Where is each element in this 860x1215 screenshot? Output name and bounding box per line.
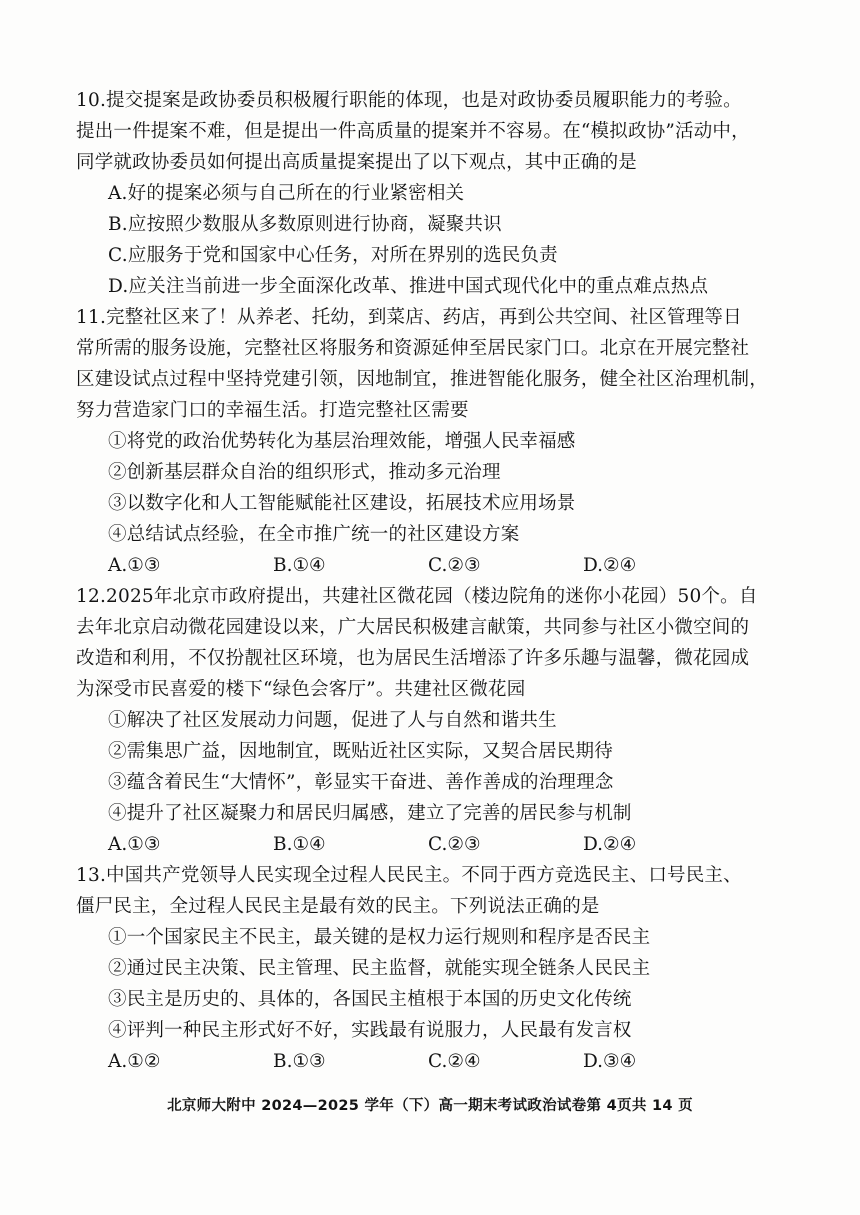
q12-item-3: ③蕴含着民生“大情怀”，彰显实干奋进、善作善成的治理理念 — [108, 772, 614, 793]
q13-item-3: ③民主是历史的、具体的，各国民主植根于本国的历史文化传统 — [108, 989, 632, 1010]
q13-stem-line-2: 僵尸民主，全过程人民民主是最有效的民主。下列说法正确的是 — [76, 896, 600, 917]
q11-item-3: ③以数字化和人工智能赋能社区建设，拓展技术应用场景 — [108, 493, 576, 514]
q11-choice-d: D.②④ — [583, 555, 637, 576]
q12-choices — [108, 830, 748, 860]
q11-choice-b: B.①④ — [273, 555, 326, 576]
q13-choices — [108, 1047, 748, 1077]
q10-stem-line-3: 同学就政协委员如何提出高质量提案提出了以下观点，其中正确的是 — [76, 152, 638, 173]
q13-item-1: ①一个国家民主不民主，最关键的是权力运行规则和程序是否民主 — [108, 927, 651, 948]
q13-choice-a: A.①② — [108, 1051, 161, 1072]
q12-choice-a: A.①③ — [108, 834, 161, 855]
q10-option-a: A.好的提案必须与自己所在的行业紧密相关 — [108, 183, 465, 204]
q11-stem-line-4: 努力营造家门口的幸福生活。打造完整社区需要 — [76, 400, 469, 421]
q10-stem-line-1: 10.提交提案是政协委员积极履行职能的体现，也是对政协委员履职能力的考验。 — [76, 90, 742, 111]
q11-item-1: ①将党的政治优势转化为基层治理效能，增强人民幸福感 — [108, 431, 576, 452]
q12-choice-b: B.①④ — [273, 834, 326, 855]
q12-item-4: ④提升了社区凝聚力和居民归属感，建立了完善的居民参与机制 — [108, 803, 632, 824]
q10-option-b: B.应按照少数服从多数原则进行协商，凝聚共识 — [108, 214, 502, 235]
q12-stem-line-2: 去年北京启动微花园建设以来，广大居民积极建言献策，共同参与社区小微空间的 — [76, 617, 750, 638]
q13-stem-line-1: 13.中国共产党领导人民实现全过程人民民主。不同于西方竞选民主、口号民主、 — [76, 865, 742, 886]
q12-item-2: ②需集思广益，因地制宜，既贴近社区实际，又契合居民期待 — [108, 741, 613, 762]
q12-choice-c: C.②③ — [428, 834, 481, 855]
q13-choice-d: D.③④ — [583, 1051, 637, 1072]
q13-item-4: ④评判一种民主形式好不好，实践最有说服力，人民最有发言权 — [108, 1020, 632, 1041]
q11-item-2: ②创新基层群众自治的组织形式，推动多元治理 — [108, 462, 501, 483]
q10-option-d: D.应关注当前进一步全面深化改革、推进中国式现代化中的重点难点热点 — [108, 276, 709, 297]
q11-choices — [108, 551, 748, 581]
q12-stem-line-1: 12.2025年北京市政府提出，共建社区微花园（楼边院角的迷你小花园）50个。自 — [76, 586, 758, 607]
q13-choice-b: B.①③ — [273, 1051, 326, 1072]
q11-item-4: ④总结试点经验，在全市推广统一的社区建设方案 — [108, 524, 520, 545]
q10-option-c: C.应服务于党和国家中心任务，对所在界别的选民负责 — [108, 245, 558, 266]
q10-stem-line-2: 提出一件提案不难，但是提出一件高质量的提案并不容易。在“模拟政协”活动中， — [76, 121, 750, 142]
page-footer: 北京师大附中 2024—2025 学年（下）高一期末考试政治试卷第 4页共 14 页 — [167, 1098, 693, 1114]
q12-choice-d: D.②④ — [583, 834, 637, 855]
q13-item-2: ②通过民主决策、民主管理、民主监督，就能实现全链条人民民主 — [108, 958, 651, 979]
q12-item-1: ①解决了社区发展动力问题，促进了人与自然和谐共生 — [108, 710, 557, 731]
q11-stem-line-3: 区建设试点过程中坚持党建引领，因地制宜，推进智能化服务，健全社区治理机制， — [76, 369, 768, 390]
q13-choice-c: C.②④ — [428, 1051, 481, 1072]
q12-stem-line-4: 为深受市民喜爱的楼下“绿色会客厅”。共建社区微花园 — [76, 679, 526, 700]
q11-stem-line-2: 常所需的服务设施，完整社区将服务和资源延伸至居民家门口。北京在开展完整社 — [76, 338, 750, 359]
q11-choice-c: C.②③ — [428, 555, 481, 576]
q12-stem-line-3: 改造和利用，不仅扮靓社区环境，也为居民生活增添了许多乐趣与温馨，微花园成 — [76, 648, 750, 669]
q11-choice-a: A.①③ — [108, 555, 161, 576]
q11-stem-line-1: 11.完整社区来了！从养老、托幼，到菜店、药店，再到公共空间、社区管理等日 — [76, 307, 742, 328]
